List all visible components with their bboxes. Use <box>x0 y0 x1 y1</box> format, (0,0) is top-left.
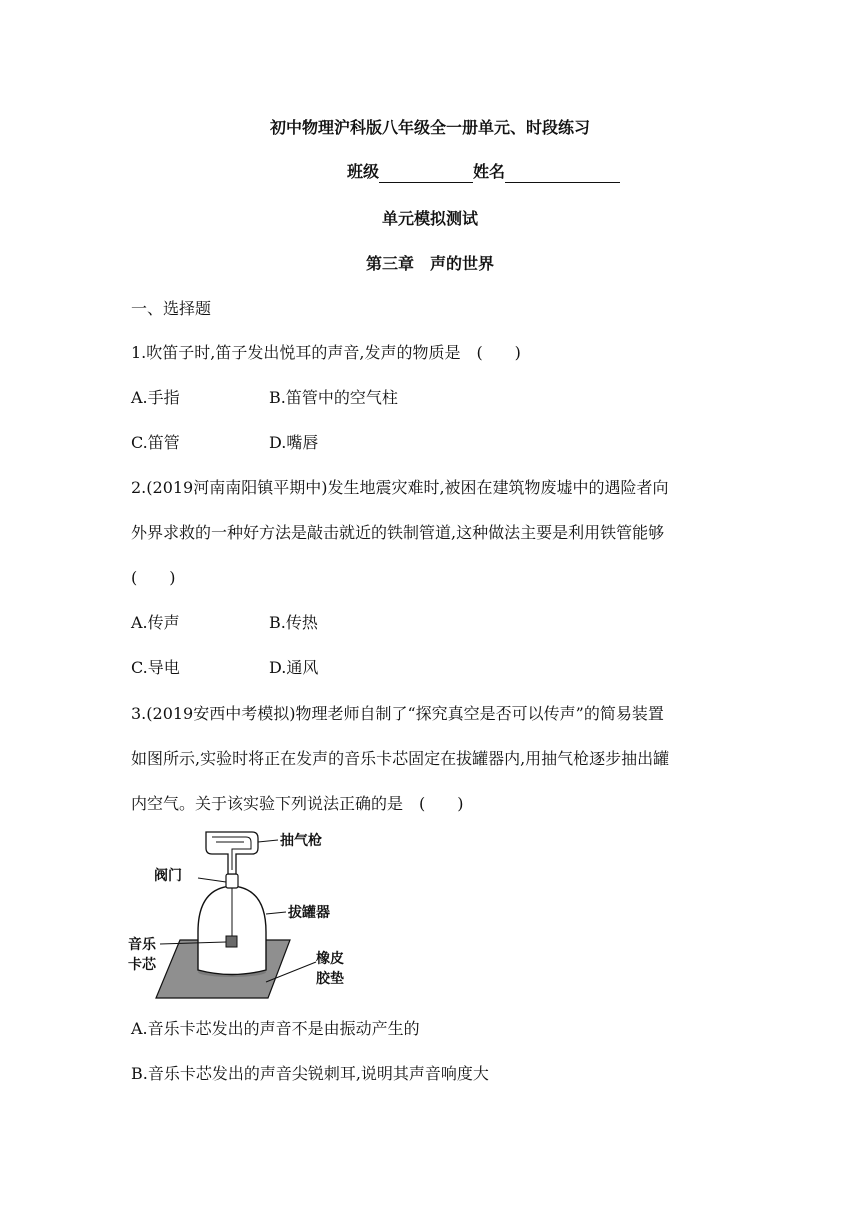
test-title: 单元模拟测试 <box>381 209 478 228</box>
q2-option-b: B.传热 <box>269 613 318 632</box>
question-2-stem-line2: 外界求救的一种好方法是敲击就近的铁制管道,这种做法主要是利用铁管能够 <box>131 523 665 542</box>
label-card-line1: 音乐 <box>128 937 156 953</box>
q1-option-b: B.笛管中的空气柱 <box>269 388 398 407</box>
label-pad-line2: 胶垫 <box>316 971 344 987</box>
question-3-stem-line1: 3.(2019安西中考模拟)物理老师自制了“探究真空是否可以传声”的简易装置 <box>131 704 664 723</box>
q1-option-c: C.笛管 <box>131 433 180 452</box>
name-blank <box>505 164 620 183</box>
valve-shape <box>226 874 238 888</box>
q1-option-d: D.嘴唇 <box>269 433 319 452</box>
q3-option-b: B.音乐卡芯发出的声音尖锐刺耳,说明其声音响度大 <box>131 1064 489 1083</box>
q2-option-a: A.传声 <box>131 613 180 632</box>
question-3-stem-line2: 如图所示,实验时将正在发声的音乐卡芯固定在拔罐器内,用抽气枪逐步抽出罐 <box>131 749 670 768</box>
question-2-stem-line1: 2.(2019河南南阳镇平期中)发生地震灾难时,被困在建筑物废墟中的遇险者向 <box>131 478 669 497</box>
q2-option-c: C.导电 <box>131 658 180 677</box>
question-3-stem-line3: 内空气。关于该实验下列说法正确的是 ( ) <box>131 794 464 813</box>
vacuum-apparatus-figure <box>120 822 360 1007</box>
q3-option-a: A.音乐卡芯发出的声音不是由振动产生的 <box>131 1019 420 1038</box>
name-label: 姓名 <box>473 162 506 181</box>
class-blank <box>379 164 473 183</box>
label-pump: 抽气枪 <box>280 833 322 849</box>
section-title: 一、选择题 <box>131 299 212 318</box>
q2-option-d: D.通风 <box>269 658 319 677</box>
label-cup: 拔罐器 <box>288 905 330 921</box>
label-pad-line1: 橡皮 <box>316 951 344 967</box>
question-1-stem: 1.吹笛子时,笛子发出悦耳的声音,发声的物质是 ( ) <box>131 343 521 362</box>
class-label: 班级 <box>347 162 380 181</box>
document-title: 初中物理沪科版八年级全一册单元、时段练习 <box>269 118 590 137</box>
label-card-line2: 卡芯 <box>128 957 156 973</box>
class-name-line <box>347 161 620 183</box>
q1-option-a: A.手指 <box>131 388 180 407</box>
chapter-title: 第三章 声的世界 <box>365 254 494 273</box>
question-2-stem-line3: ( ) <box>131 568 176 587</box>
label-valve: 阀门 <box>154 868 182 884</box>
music-card-shape <box>226 936 237 947</box>
